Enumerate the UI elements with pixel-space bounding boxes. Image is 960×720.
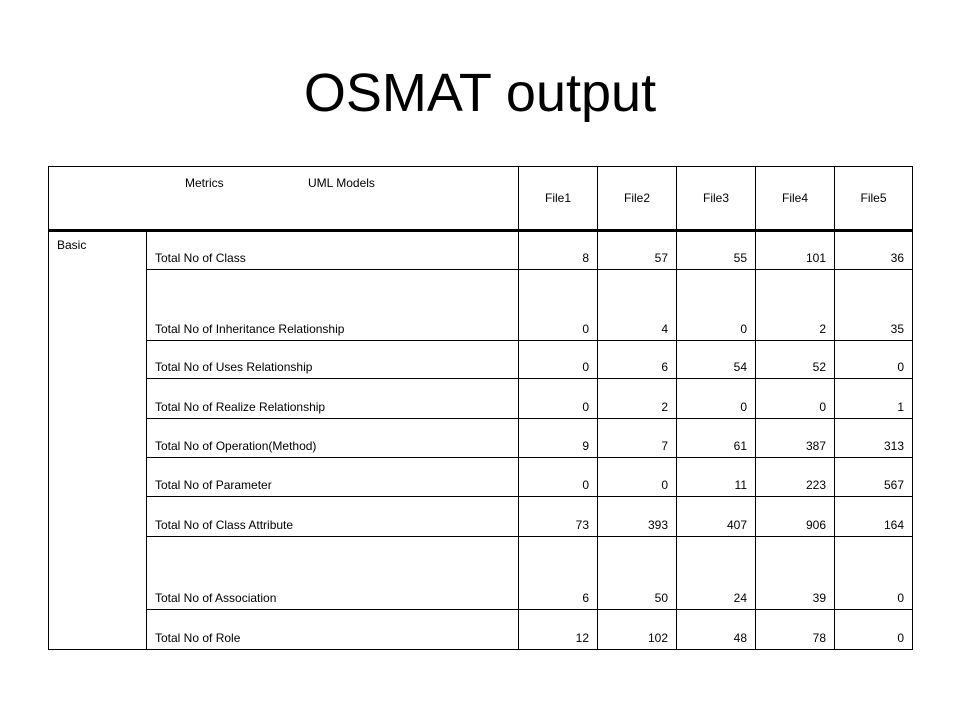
- value-cell: 0: [835, 537, 913, 610]
- table-row: [49, 458, 913, 497]
- value-cell: 52: [756, 341, 835, 379]
- table-row: [49, 270, 913, 341]
- value-cell: 11: [677, 458, 756, 497]
- value-cell: 0: [677, 270, 756, 341]
- column-header: File2: [598, 167, 677, 231]
- table-row: [49, 497, 913, 537]
- value-cell: 387: [756, 419, 835, 458]
- value-cell: 0: [519, 270, 598, 341]
- value-cell: 1: [835, 379, 913, 419]
- value-cell: 906: [756, 497, 835, 537]
- column-header: File5: [835, 167, 913, 231]
- value-cell: 0: [519, 458, 598, 497]
- table-corner-cell: [49, 167, 519, 231]
- value-cell: 6: [519, 537, 598, 610]
- value-cell: 0: [835, 610, 913, 650]
- value-cell: 55: [677, 231, 756, 270]
- table-row: [49, 341, 913, 379]
- value-cell: 0: [598, 458, 677, 497]
- value-cell: 2: [756, 270, 835, 341]
- metric-label: Total No of Uses Relationship: [147, 341, 519, 379]
- value-cell: 61: [677, 419, 756, 458]
- value-cell: 36: [835, 231, 913, 270]
- table-row: [49, 419, 913, 458]
- metric-label: Total No of Association: [147, 537, 519, 610]
- value-cell: 48: [677, 610, 756, 650]
- column-header: File3: [677, 167, 756, 231]
- value-cell: 54: [677, 341, 756, 379]
- corner-uml-models-label: UML Models: [308, 176, 375, 190]
- value-cell: 8: [519, 231, 598, 270]
- corner-metrics-label: Metrics: [185, 176, 224, 190]
- value-cell: 567: [835, 458, 913, 497]
- value-cell: 0: [835, 341, 913, 379]
- column-header: File4: [756, 167, 835, 231]
- value-cell: 0: [677, 379, 756, 419]
- value-cell: 0: [519, 341, 598, 379]
- value-cell: 0: [519, 379, 598, 419]
- value-cell: 407: [677, 497, 756, 537]
- table-row: [49, 379, 913, 419]
- metric-label: Total No of Parameter: [147, 458, 519, 497]
- value-cell: 24: [677, 537, 756, 610]
- metric-label: Total No of Inheritance Relationship: [147, 270, 519, 341]
- table-row: [49, 537, 913, 610]
- value-cell: 2: [598, 379, 677, 419]
- value-cell: 223: [756, 458, 835, 497]
- value-cell: 73: [519, 497, 598, 537]
- category-cell: Basic: [49, 231, 147, 650]
- value-cell: 101: [756, 231, 835, 270]
- slide-title: OSMAT output: [303, 63, 657, 123]
- metric-label: Total No of Operation(Method): [147, 419, 519, 458]
- value-cell: 102: [598, 610, 677, 650]
- value-cell: 9: [519, 419, 598, 458]
- metric-label: Total No of Class Attribute: [147, 497, 519, 537]
- value-cell: 6: [598, 341, 677, 379]
- value-cell: 35: [835, 270, 913, 341]
- value-cell: 78: [756, 610, 835, 650]
- value-cell: 39: [756, 537, 835, 610]
- metric-label: Total No of Realize Relationship: [147, 379, 519, 419]
- value-cell: 313: [835, 419, 913, 458]
- value-cell: 393: [598, 497, 677, 537]
- column-header: File1: [519, 167, 598, 231]
- table-row: [49, 231, 913, 270]
- value-cell: 0: [756, 379, 835, 419]
- table-header-row: [49, 167, 913, 231]
- value-cell: 164: [835, 497, 913, 537]
- metric-label: Total No of Role: [147, 610, 519, 650]
- value-cell: 4: [598, 270, 677, 341]
- metrics-table: [48, 166, 913, 650]
- table-row: [49, 610, 913, 650]
- value-cell: 50: [598, 537, 677, 610]
- value-cell: 57: [598, 231, 677, 270]
- metric-label: Total No of Class: [147, 231, 519, 270]
- value-cell: 12: [519, 610, 598, 650]
- value-cell: 7: [598, 419, 677, 458]
